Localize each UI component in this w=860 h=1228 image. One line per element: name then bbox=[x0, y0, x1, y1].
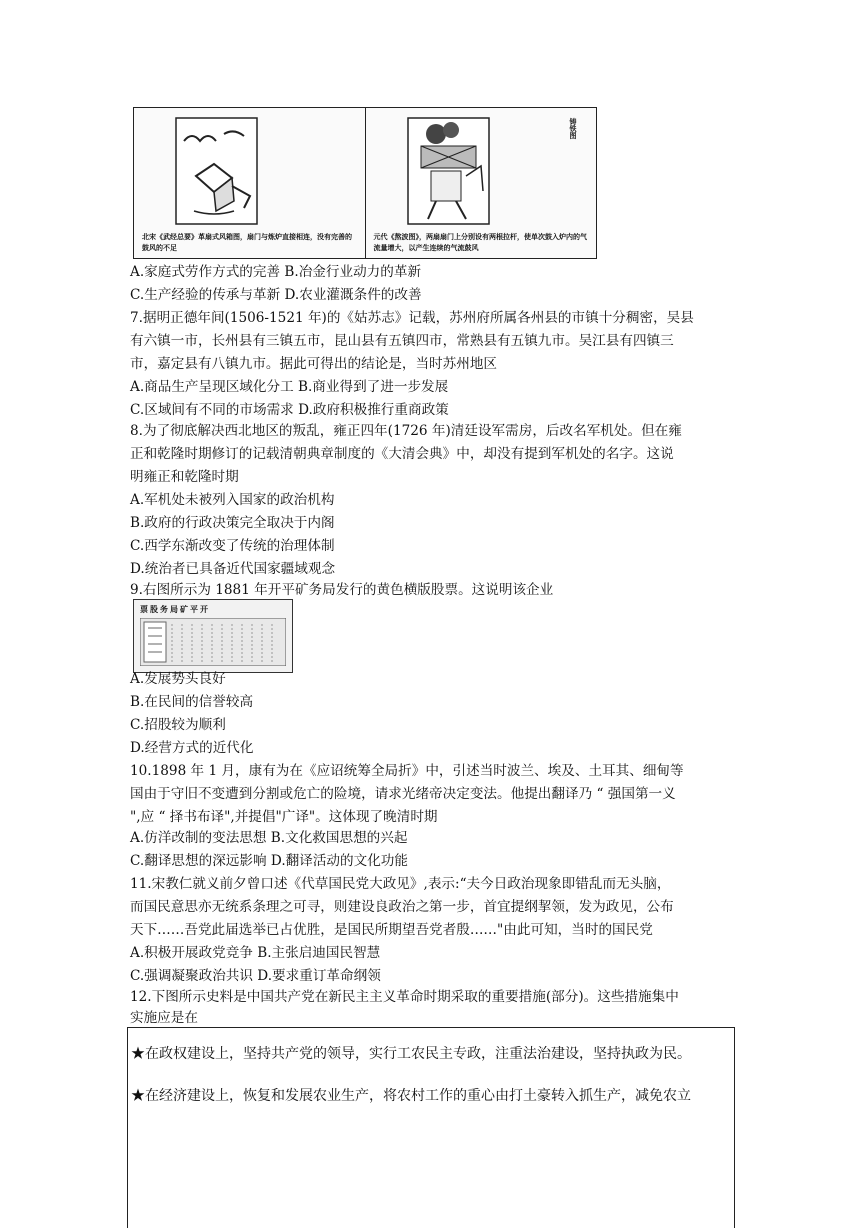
q7-options-cd: C.区域间有不同的市场需求 D.政府积极推行重商政策 bbox=[130, 402, 449, 418]
bellows-figure bbox=[133, 107, 597, 259]
q10-options-ab: A.仿洋改制的变法思想 B.文化救国思想的兴起 bbox=[130, 830, 408, 846]
q8-option-d: D.统治者已具备近代国家疆域观念 bbox=[130, 561, 336, 577]
q8-option-c: C.西学东渐改变了传统的治理体制 bbox=[130, 538, 335, 554]
q11-stem-line-2: 而国民意思亦无统系条理之可寻，则建设良政治之第一步，首宜提纲挈领，发为政见，公布 bbox=[130, 899, 674, 915]
furnace-illustration bbox=[406, 116, 491, 226]
q9-option-a: A.发展势头良好 bbox=[130, 671, 226, 687]
q10-stem-line-2: 国由于守旧不变遭到分割或危亡的险境，请求光绪帝决定变法。他提出翻译乃 “ 强国第一义 bbox=[130, 786, 676, 802]
q9-stem: 9.右图所示为 1881 年开平矿务局发行的黄色横版股票。这说明该企业 bbox=[130, 582, 554, 598]
q12-stem-line-1: 12.下图所示史料是中国共产党在新民主主义革命时期采取的重要措施(部分)。这些措施集中 bbox=[130, 989, 679, 1005]
q11-stem-line-1: 11.宋教仁就义前夕曾口述《代草国民党大政见》,表示:“夫今日政治现象即错乱而无头脑， bbox=[130, 876, 671, 892]
stock-body-graphic bbox=[140, 618, 286, 666]
q11-options-cd: C.强调凝聚政治共识 D.要求重订革命纲领 bbox=[130, 968, 381, 984]
q9-option-d: D.经营方式的近代化 bbox=[130, 740, 254, 756]
q7-stem-line-1: 7.据明正德年间(1506-1521 年)的《姑苏志》记载，苏州府所属各州县的市镇十分稠密，吴县 bbox=[130, 310, 694, 326]
q8-stem-line-1: 8.为了彻底解决西北地区的叛乱，雍正四年(1726 年)清廷设军需房，后改名军机处。但在雍 bbox=[130, 423, 682, 439]
q7-stem-line-3: 市，嘉定县有八镇九市。据此可得出的结论是，当时苏州地区 bbox=[130, 356, 498, 372]
figure-right-vertical-label: 铸铁图 bbox=[569, 118, 577, 139]
figure-right-panel bbox=[366, 108, 597, 258]
figure-right-caption: 元代《熬波图》，两扇扇门上分别设有两根拉杆，使单次鼓入炉内的气流量增大，以产生连续的气流鼓风 bbox=[373, 233, 587, 252]
q9-option-c: C.招股较为顺利 bbox=[130, 717, 226, 733]
figure-left-caption: 北宋《武经总要》革扇式风箱图，扇门与炼炉直接相连，没有完善的鼓风的不足 bbox=[142, 233, 352, 252]
q8-stem-line-3: 明雍正和乾隆时期 bbox=[130, 469, 239, 485]
q6-options-cd: C.生产经验的传承与革新 D.农业灌溉条件的改善 bbox=[130, 287, 422, 303]
q7-options-ab: A.商品生产呈现区域化分工 B.商业得到了进一步发展 bbox=[130, 379, 449, 395]
source-row-economic: ★在经济建设上，恢复和发展农业生产，将农村工作的重心由打土豪转入抓生产，减免农立 bbox=[131, 1088, 691, 1104]
q11-stem-line-3: 天下……吾党此届选举已占优胜，是国民所期望吾党者殷……"由此可知，当时的国民党 bbox=[130, 922, 653, 938]
q8-option-a: A.军机处未被列入国家的政治机构 bbox=[130, 492, 335, 508]
q12-source-box bbox=[127, 1027, 735, 1228]
q12-stem-line-2: 实施应是在 bbox=[130, 1010, 198, 1026]
source-row-political: ★在政权建设上，坚持共产党的领导，实行工农民主专政，注重法治建设，坚持执政为民。 bbox=[131, 1046, 691, 1062]
bellows-illustration bbox=[174, 116, 259, 226]
q8-stem-line-2: 正和乾隆时期修订的记载清朝典章制度的《大清会典》中，却没有提到军机处的名字。这说 bbox=[130, 446, 674, 462]
q10-stem-line-1: 10.1898 年 1 月，康有为在《应诏统筹全局折》中，引述当时波兰、埃及、土耳其、细甸等 bbox=[130, 763, 684, 779]
q9-option-b: B.在民间的信誉较高 bbox=[130, 694, 254, 710]
stock-certificate-image bbox=[133, 599, 293, 673]
q8-option-b: B.政府的行政决策完全取决于内阁 bbox=[130, 515, 335, 531]
stock-header: 票股务局矿平开 bbox=[140, 605, 210, 614]
q11-options-ab: A.积极开展政党竞争 B.主张启迪国民智慧 bbox=[130, 945, 381, 961]
q6-options-ab: A.家庭式劳作方式的完善 B.冶金行业动力的革新 bbox=[130, 264, 422, 280]
figure-left-panel bbox=[134, 108, 366, 258]
q7-stem-line-2: 有六镇一市，长州县有三镇五市，昆山县有五镇四市，常熟县有五镇九市。吴江县有四镇三 bbox=[130, 333, 674, 349]
q10-stem-line-3: ",应 “ 择书布译",并提倡"广译"。这体现了晚清时期 bbox=[130, 809, 438, 825]
q10-options-cd: C.翻译思想的深远影响 D.翻译活动的文化功能 bbox=[130, 853, 408, 869]
